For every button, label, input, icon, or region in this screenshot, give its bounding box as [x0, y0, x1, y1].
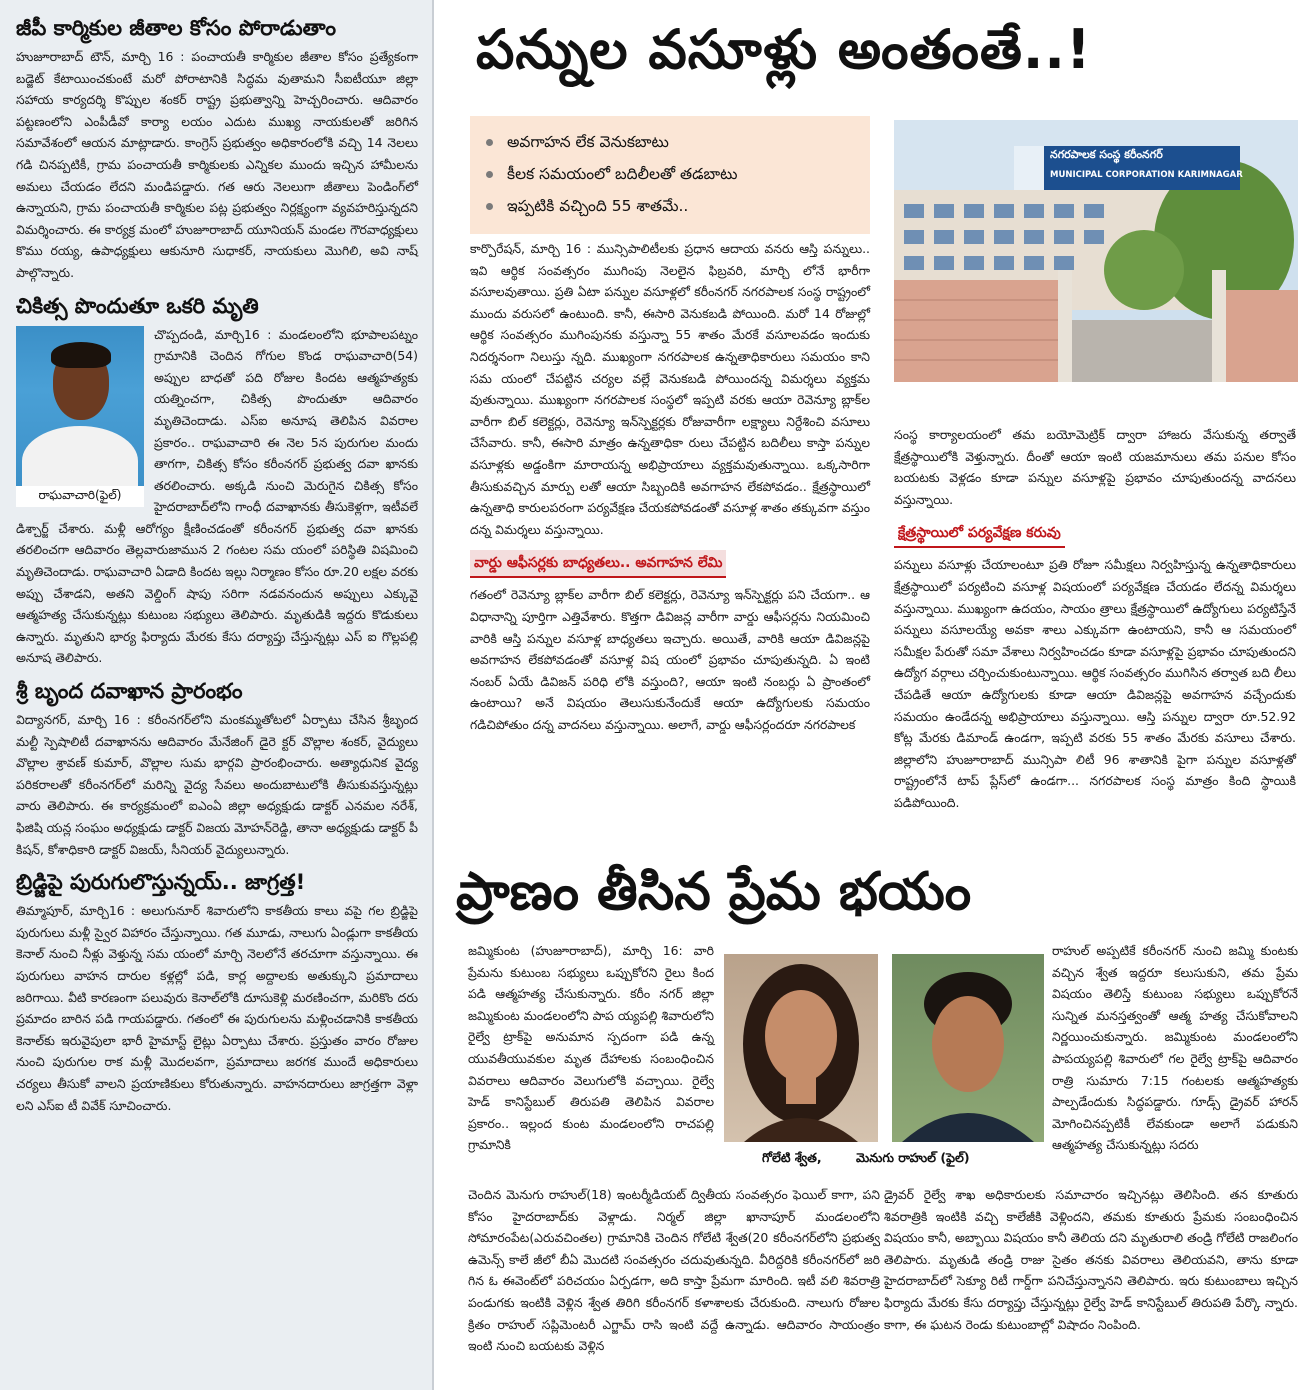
subheading: వార్డు ఆఫీసర్లకు బాధ్యతలు.. అవగాహన లేమి — [470, 550, 726, 578]
story2-wide-column-2 — [884, 1184, 1298, 1343]
photo-caption: రాఘవాచారి(ఫైల్) — [16, 486, 144, 507]
photo-raghavachari — [16, 326, 144, 507]
story2-column-1 — [468, 940, 714, 1164]
highlight-box — [470, 116, 870, 234]
photo-caption: మెనుగు రాహుల్ (ఫైల్) — [856, 1150, 970, 1165]
story-body: కార్పొరేషన్, మార్చి 16 : మున్సిపాలిటీలకు ప్రధాన ఆదాయ వనరు ఆస్తి పన్నులు.. ఇవి ఆర్థిక సంవత్సరం ముగింపు నెలలైన ఫిబ్రవరి, మార్చి లోనే భారీగా వసూలవుతాయి. ప్రతి ఏటా పన్నుల వసూళ్లలో కరీంనగర్ నగరపాలక సంస్థ రాష్ట్రంలో ముందు వరుసలో ఉంటుంది. కానీ, ఈసారి వెనుకబడి పోయింది. మరో 14 రోజుల్లో ఆర్థిక సంవత్సరం ముగింపునకు వస్తున్నా 55 శాతం మేరకే వసూలవడం ఇందుకు నిదర్శనంగా నిలుస్తు న్నది. ముఖ్యంగా నగరపాలక ఉన్నతాధికారులు సమయం కాని సమ యంలో చేపట్టిన చర్యల వల్లే వెనుకబడి పోయిందన్న విమర్శలు వ్యక్తమ వుతున్నాయి. ముఖ్యంగా నగరపాలక సంస్థలో ఇప్పటి వరకు ఆయా రెవెన్యూ బ్లాక్‌ల వారీగా బిల్ కలెక్టర్లు, రెవెన్యూ ఇన్‌స్పెక్టర్లకు రోజువారీగా లక్ష్యాలు నిర్దేశించి వసూలు చేసేవారు. కానీ, ఈసారి మాత్రం ఉన్నతాధికా రులు చేపట్టిన బదిలీలు కాస్తా పన్నుల వసూళ్లకు అడ్డంకిగా మారాయన్న అభిప్రాయాలు వ్యక్తమవుతున్నాయి. ఒక్కసారిగా తీసుకువచ్చిన మార్పు లతో ఆయా సిబ్బందికి అవగాహన లేకపోవడం.. క్షేత్రస్థాయిలో ఉన్నతాధి కారులపరంగా పర్యవేక్షణ చేయకపోవడంతో వసూళ్ల శాతం తక్కువగా వస్తుం దన్న విమర్శలు వస్తున్నాయి. — [470, 241, 870, 537]
story-body: హుజూరాబాద్ టౌన్, మార్చి 16 : పంచాయతీ కార్మికుల జీతాల కోసం ప్రత్యేకంగా బడ్జెట్ కేటాయించకుంటే మరో పోరాటానికి సిద్ధమ వుతామని సీఐటీయూ జిల్లా సహాయ కార్యదర్శి కొప్పుల శంకర్ రాష్ట్ర ప్రభుత్వాన్ని హెచ్చరించారు. ఆదివారం పట్టణంలోని ఎంపీడీవో కార్యా లయం ఎదుట ముఖ్య నాయకులతో జరిగిన సమావేశంలో ఆయన మాట్లాడారు. కాంగ్రెస్ ప్రభుత్వం అధికారంలోకి వచ్చి 14 నెలలు గడి చినప్పటికీ, గ్రామ పంచాయతీ కార్మికులకు ఎన్నికల ముందు ఇచ్చిన హామీలను అమలు చేయడం లేదని మండిపడ్డారు. గత ఆరు నెలలుగా జీతాలు పెండింగ్‌లో ఉన్నాయని, గ్రామ పంచాయతీ కార్మికుల పట్ల ప్రభుత్వం నిర్లక్ష్యంగా వ్యవహరిస్తున్నదని విమర్శించారు. ఈ కార్యక్ర మంలో హుజూరాబాద్ యూనియన్ మండల గౌరవాధ్యక్షులు కొము రయ్య, ఉపాధ్యక్షులు ఆకునూరి సుధాకర్, నాయకులు మొగిలి, అవి నాష్ పాల్గొన్నారు. — [16, 49, 418, 280]
main-headline: పన్నుల వసూళ్లు అంతంతే..! — [476, 18, 1092, 81]
story-body: గతంలో రెవెన్యూ బ్లాక్‌ల వారీగా బిల్ కలెక్టర్లు, రెవెన్యూ ఇన్‌స్పెక్టర్లు పని చేయగా.. ఆ విధానాన్ని పూర్తిగా ఎత్తివేశారు. కొత్తగా డివిజన్ల వారీగా వార్డు ఆఫీసర్లను నియమించి వారికి ఆస్తి పన్నుల వసూళ్ల బాధ్యతలు ఇచ్చారు. అయితే, వారికి ఆయా డివిజన్లపై అవగాహన లేకపోవడంతో వసూళ్ల విష యంలో ప్రభావం చూపుతున్నది. ఏ ఇంటి నంబర్ ఏయే డివిజన్ పరిధి లోకి వస్తుంది?, ఆయా ఇంటి నంబర్లు ఏ ప్రాంతంలో ఉంటాయి? అనే విషయం తెలుసుకునేందుకే ఆయా ఉద్యోగులకు సమయం గడిచిపోతుం దన్న వాదనలు వస్తున్నాయి. అలాగే, వార్డు ఆఫీసర్లందరూ నగరపాలక — [470, 587, 870, 732]
story-headline: శ్రీ బృంద దవాఖాన ప్రారంభం — [16, 679, 243, 704]
left-column — [0, 0, 434, 1390]
story-body: తిమ్మాపూర్, మార్చి16 : అలుగునూర్ శివారులోని కాకతీయ కాలు వపై గల బ్రిడ్జిపై పురుగులు మళ్లీ స్వైర విహారం చేస్తున్నాయి. గత మూడు, నాలుగు ఏండ్లుగా కాకతీయ కెనాల్ నుంచి నీళ్లు వెళ్తున్న సమ యంలో మార్చి నెలలోనే తరచూగా వస్తున్నాయి. ఈ పురుగులు వాహన దారుల కళ్లల్లో పడి, కార్ల అద్దాలకు అతుక్కుని ప్రమాదాలు జరిగాయి. వీటి కారణంగా పలువురు కెనాల్‌లోకి దూసుకెళ్లి మరణించగా, మరికొం దరు ప్రమాదం బారిన పడి గాయపడ్డారు. గతంలో ఈ పురుగులను మళ్లించడానికి కాకతీయ కెనాల్‌కు ఇరువైపులా భారీ హైమాస్ట్ లైట్లు ఏర్పాటు చేశారు. ప్రస్తుతం వారం రోజుల నుంచి పురుగుల రాక మళ్లీ మొదలవగా, ప్రమాదాలు జరగక ముందే అధికారులు చర్యలు తీసుకో వాలని ప్రయాణికులు కోరుతున్నారు. వాహనదారులు జాగ్రత్తగా వెళ్లా లని ఎస్ఐ టీ వివేక్ సూచించారు. — [16, 903, 418, 1113]
story2-wide-column-1 — [468, 1184, 880, 1365]
story2-column-3 — [1052, 940, 1298, 1164]
right-section — [446, 0, 1304, 1390]
photo-swetha — [724, 954, 878, 1142]
story-headline: బ్రిడ్జిపై పురుగులొస్తున్నయ్.. జాగ్రత్త! — [16, 870, 306, 895]
story2-headline: ప్రాణం తీసిన ప్రేమ భయం — [456, 862, 972, 922]
photo-rahul — [892, 954, 1044, 1142]
story-body: డ్రైవర్ రైల్వే శాఖ అధికారులకు సమాచారం ఇచ్చినట్లు తెలిసింది. తన కూతురు శివరాత్రికి ఇంటికి వచ్చి కాలేజీకి వెళ్లిందని, తమకు కూతురు ప్రేమకు సంబంధించిన విషయం కానీ, అబ్బాయి విషయం కానీ తెలియ దని మృతురాలి తండ్రి గోలేటి రాజలింగం తెలిపారు. మృతుడి తండ్రి రాజు సైతం తనకు వివరాలు తెలియవని, తాను కూడా హైదరాబాద్‌లో సెక్యూ రిటీ గార్డ్‌గా పనిచేస్తున్నానని తెలిపారు. ఇరు కుటుంబాలు ఇచ్చిన ఫిర్యాదు మేరకు కేసు దర్యాప్తు చేస్తున్నట్లు రైల్వే హెడ్ కానిస్టేబుల్ తిరుపతి పేర్కొ న్నారు. కాగా, ఈ ఘటన రెండు కుటుంబాల్లో విషాదం నింపింది. — [884, 1187, 1298, 1332]
main-story-column-2 — [894, 424, 1296, 822]
bullet-item: ఇప్పటికి వచ్చింది 55 శాతమే.. — [486, 190, 858, 222]
story-headline: జీపీ కార్మికుల జీతాల కోసం పోరాడుతాం — [16, 16, 336, 40]
board-text-telugu: నగరపాలక సంస్థ కరీంనగర్ — [1050, 148, 1163, 161]
municipal-corporation-photo — [894, 120, 1298, 382]
boy-portrait — [892, 954, 1044, 1142]
bullet-icon — [486, 139, 493, 146]
story-body: పన్నులు వసూళ్లు చేయాలంటూ ప్రతి రోజూ సమీక్షలు నిర్వహిస్తున్న ఉన్నతాధికారులు క్షేత్రస్థాయిలో పర్యటించి వసూళ్ల విషయంలో పర్యవేక్షణ చేయడం లేదన్న విమర్శలు వస్తున్నాయి. ముఖ్యంగా ఉదయం, సాయం త్రాలు క్షేత్రస్థాయిలో ఉద్యోగులు పర్యటిస్తేనే పన్నులు వసూలయ్యే అవకా శాలు ఎక్కువగా ఉంటాయని, కానీ ఆ సమయంలో సమీక్షల పేరుతో సమా వేశాలు నిర్వహించడం కూడా వసూళ్లపై ప్రభావం చూపుతుందని ఉద్యోగ వర్గాలు చర్చించుకుంటున్నాయి. ఆర్థిక సంవత్సరం ముగిసిన తర్వాత బది లీలు చేపడితే ఆయా ఉద్యోగులకు కూడా ఆయా డివిజన్లపై అవగాహన వచ్చేందుకు సమయం ఉండేదన్న అభిప్రాయాలు వస్తున్నాయి. ఆస్తి పన్నుల ద్వారా రూ.52.92 కోట్ల మేరకు డిమాండ్ ఉండగా, ఇప్పటి వరకు 55 శాతం మేరకు వసూలు చేశారు. జిల్లాలోని హుజూరాబాద్ మున్సిపా లిటీ 96 శాతానికి పైగా పన్నుల వసూళ్లతో రాష్ట్రంలోనే టాప్ ప్లేస్‌లో ఉండగా... నగరపాలక సంస్థ మాత్రం కింది స్థాయికి పడిపోయింది. — [894, 557, 1296, 810]
story-body: రాహుల్ అప్పటికే కరీంనగర్ నుంచి జమ్మి కుంటకు వచ్చిన శ్వేత ఇద్దరూ కలుసుకుని, తమ ప్రేమ విషయం తెలిస్తే కుటుంబ సభ్యులు ఒప్పుకోరనే సున్నిత మనస్తత్వంతో ఆత్మ హత్య చేసుకోవాలని నిర్ణయించుకున్నారు. జమ్మికుంట మండలంలోని పాపయ్యపల్లి శివారులో గల రైల్వే ట్రాక్‌పై ఆదివారం రాత్రి సుమారు 7:15 గంటలకు ఆత్మహత్యకు పాల్పడేందుకు సిద్ధపడ్డారు. గూడ్స్ డ్రైవర్ హారన్ మోగించినప్పటికీ లేవకుండా అలాగే పడుకుని ఆత్మహత్య చేసుకున్నట్లు సదరు — [1052, 943, 1298, 1153]
story-body: విద్యానగర్, మార్చి 16 : కరీంనగర్‌లోని మంకమ్మతోటలో ఏర్పాటు చేసిన శ్రీబృంద మల్టీ స్పెషాలిటీ దవాఖానను ఆదివారం మేనేజింగ్ డైరె క్టర్ వొల్లాల శంకర్, వైద్యులు వొల్లాల శ్రావణ్ కుమార్, వొల్లాల సుమ భార్గవి ప్రారంభించారు. అత్యాధునిక వైద్య పరికరాలతో కరీంనగర్‌లో మరిన్ని వైద్య సేవలు అందుబాటులోకి తీసుకువస్తున్నట్లు వారు తెలిపారు. ఈ కార్యక్రమంలో ఐఎంఏ జిల్లా అధ్యక్షుడు డాక్టర్ ఎనమల నరేశ్, ఫిజిషి యన్ల సంఘం అధ్యక్షుడు డాక్టర్ విజయ మోహన్‌రెడ్డి, తానా అధ్యక్షుడు డాక్టర్ పీ కిషన్, కోశాధికారి డాక్టర్ విజయ్, సీనియర్ వైద్యులున్నారు. — [16, 712, 418, 857]
bullet-icon — [486, 171, 493, 178]
story-headline: చికిత్స పొందుతూ ఒకరి మృతి — [16, 293, 259, 318]
story-body: జమ్మికుంట (హుజూరాబాద్), మార్చి 16: వారి ప్రేమను కుటుంబ సభ్యులు ఒప్పుకోరని రైలు కింద పడి ఆత్మహత్య చేసుకున్నారు. కరీం నగర్ జిల్లా జమ్మికుంట మండలంలోని పాప య్యపల్లి శివారులోని రైల్వే ట్రాక్‌పై అనుమాన స్పదంగా పడి ఉన్న యువతీయువకుల మృత దేహాలకు సంబంధించిన వివరాలు ఆదివారం వెలుగులోకి వచ్చాయి. రైల్వే హెడ్ కానిస్టేబుల్ తిరుపతి తెలిపిన వివరాల ప్రకారం.. ఇల్లంద కుంట మండలంలోని రాచపల్లి గ్రామానికి — [468, 943, 714, 1153]
main-story-column-1 — [470, 238, 870, 743]
board-text-english: MUNICIPAL CORPORATION KARIMNAGAR — [1050, 170, 1243, 180]
photo-caption: గోలేటి శ్వేత, — [762, 1150, 822, 1165]
bullet-item: కీలక సమయంలో బదిలీలతో తడబాటు — [486, 158, 858, 190]
story-body: చెందిన మెనుగు రాహుల్(18) ఇంటర్మీడియట్ ద్వితీయ సంవత్సరం ఫెయిల్ కాగా, పని కోసం హైదరాబాద్‌కు వెళ్లాడు. నిర్మల్ జిల్లా ఖానాపూర్ మండలంలోని సోమారంపేట(ఎరువచింతల) గ్రామానికి చెందిన గోలేటి శ్వేత(20 కరీంనగర్‌లోని ప్రభుత్వ ఉమెన్స్ కాలే జీలో బీఏ మొదటి సంవత్సరం చదువుతున్నది. వీరిద్దరికి కరీంనగర్‌లో జరి గిన ఓ ఈవెంట్‌లో పరిచయం ఏర్పడగా, అది కాస్తా ప్రేమగా మారింది. ఇటీ వలి శివరాత్రి పండుగకు ఇంటికి వెళ్లిన శ్వేత తిరిగి కరీంనగర్ కళాశాలకు చేరుకుంది. నాలుగు రోజుల క్రితం రాహుల్ సప్లిమెంటరీ ఎగ్జామ్ రాసి ఇంటి వద్దే ఉన్నాడు. ఆదివారం సాయంత్రం ఇంటి నుంచి బయటకు వెళ్లిన — [468, 1187, 880, 1354]
story-body: సంస్థ కార్యాలయంలో తమ బయోమెట్రిక్ ద్వారా హాజరు వేసుకున్న తర్వాతే క్షేత్రస్థాయిలోకి వెళ్తున్నారు. దీంతో ఆయా ఇంటి యజమానులు తమ పనుల కోసం బయటకు వెళ్లడం కూడా పన్నుల వసూళ్లపై ప్రభావం చూపుతుందన్న వాదనలు వస్తున్నాయి. — [894, 427, 1296, 507]
subheading: క్షేత్రస్థాయిలో పర్యవేక్షణ కరువు — [894, 520, 1065, 548]
bullet-icon — [486, 203, 493, 210]
person-photo — [16, 326, 144, 486]
girl-portrait — [724, 954, 878, 1142]
story-body: చొప్పదండి, మార్చి16 : మండలంలోని భూపాలపట్నం గ్రామానికి చెందిన గోగుల కొండ రాఘవాచారి(54) అప్పుల బాధతో పది రోజుల కిందట ఆత్మహత్యకు యత్నించగా, చికిత్స పొందుతూ ఆదివారం మృతిచెందాడు. ఎస్ఐ అనూష తెలిపిన వివరాల ప్రకారం.. రాఘవాచారి ఈ నెల 5న పురుగుల మందు తాగగా, చికిత్స కోసం కరీంనగర్ ప్రభుత్వ దవా ఖానకు తరలించారు. అక్కడి నుంచి మెరుగైన చికిత్స కోసం హైదరాబాద్‌లోని గాంధీ దవాఖానకు తీసుకెళ్లగా, ఇటీవలే డిశ్చార్జ్ చేశారు. మళ్లీ ఆరోగ్యం క్షీణించడంతో కరీంనగర్ ప్రభుత్వ దవా ఖానకు తరలించగా ఆదివారం తెల్లవారుజామున 2 గంటల సమ యంలో పరిస్థితి విషమించి మృతిచెందాడు. రాఘవాచారి ఏడాది కిందట ఇల్లు నిర్మాణం కోసం రూ.20 లక్షల వరకు అప్పు చేశాడని, అతని వెల్డింగ్ షాపు సరిగా నడవనందున అప్పులు ఎక్కువై ఆత్మహత్య చేసుకున్నట్లు కుటుంబ సభ్యులు తెలిపారు. మృతుడికి ఇద్దరు కొడుకులు ఉన్నారు. మృతుని భార్య ఫిర్యాదు మేరకు కేసు దర్యాప్తు చేస్తున్నట్లు ఎస్ ఐ గొల్లపల్లి అనూష తెలిపారు. — [16, 326, 418, 666]
bullet-item: అవగాహన లేక వెనుకబాటు — [486, 126, 858, 158]
